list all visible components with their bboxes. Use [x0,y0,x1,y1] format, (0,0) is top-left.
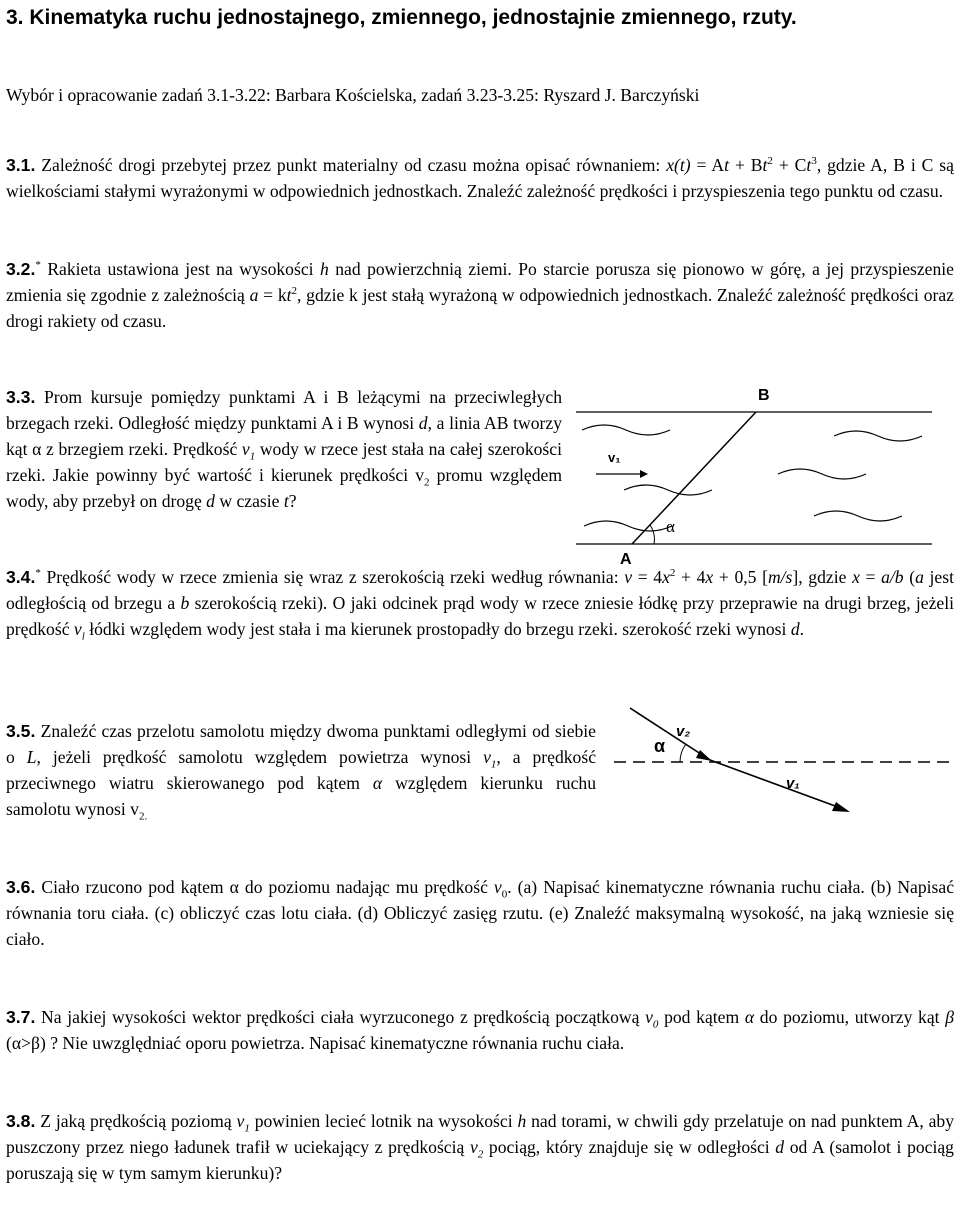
problem-3-7: 3.7. Na jakiej wysokości wektor prędkości ciała wyrzuconego z prędkością początkową $v_0$ pod kątem α do poziomu, utworzy kąt β (α>β) ? Nie uwzględniać oporu powietrza. Napisać kinematyczne równania ruchu ciała. [6,1007,955,1053]
label-alpha: α [666,517,675,536]
v1-arrow-shaft [710,760,846,810]
label-alpha: α [654,736,666,756]
problem-3-5: 3.5. Znaleźć czas przelotu samolotu między dwoma punktami odległymi od siebie o L, jeżeli prędkość samolotu względem powietrza wynosi $v_1$, a prędkość przeciwnego wiatru skierowanego pod kątem α względem kierunku ruchu samolotu wynosi $v_{2.}$ [6,721,596,823]
figure-river-crossing [568,378,948,564]
alpha-arc [680,744,686,762]
problem-3-8: 3.8. Z jaką prędkością poziomą $v_1$ powinien lecieć lotnik na wysokości h nad torami, w chwili gdy przelatuje on nad punktem A, aby puszczony przez niego ładunek trafił w uciekający z prędkością $v_2$ pociąg, który znajduje się w odległości d od A (samolot i pociąg poruszają się w tym samym kierunku)? [6,1111,954,1183]
angle-arc [650,525,654,544]
label-b: B [758,387,770,404]
problem-3-3: 3.3. Prom kursuje pomiędzy punktami A i B leżącymi na przeciwległych brzegach rzeki. Odległość między punktami A i B wynosi d, a linia AB tworzy kąt α z brzegiem rzeki. Prędkość $v_1$ wody w rzece jest stała na całej szerokości rzeki. Jakie powinny być wartość i kierunek prędkości $v_2$ promu względem wody, aby przebył on drogę d w czasie t? [6,387,563,511]
v2-arrow-shaft [630,708,710,760]
credits-line: Wybór i opracowanie zadań 3.1-3.22: Barbara Kościelska, zadań 3.23-3.25: Ryszard J. Barczyński [6,85,700,105]
label-v2: v₂ [676,723,691,740]
wave-marks [582,425,922,531]
label-v1: v₁ [608,450,621,465]
chapter-heading: 3. Kinematyka ruchu jednostajnego, zmiennego, jednostajnie zmiennego, rzuty. [6,6,797,29]
problem-3-1: 3.1. Zależność drogi przebytej przez punkt materialny od czasu można opisać równaniem: $x(t) = At + Bt^2 + Ct^3$, gdzie A, B i C są wielkościami stałymi wyrażonymi w odpowiednich jednostkach. Znaleźć zależność prędkości i przyspieszenia tego punktu od czasu. [6,155,954,201]
figure-wind-angle [610,700,956,820]
label-v1: v₁ [786,775,800,792]
problem-3-2: 3.2.* Rakieta ustawiona jest na wysokości h nad powierzchnią ziemi. Po starcie porusza się pionowo w górę, a jej przyspieszenie zmienia się zgodnie z zależnością $a = kt^2$, gdzie k jest stałą wyrażoną w odpowiednich jednostkach. Znaleźć zależność prędkości oraz drogi rakiety od czasu. [6,259,954,331]
problem-3-6: 3.6. Ciało rzucono pod kątem α do poziomu nadając mu prędkość $v_0$. (a) Napisać kinematyczne równania ruchu ciała. (b) Napisać równania toru ciała. (c) obliczyć czas lotu ciała. (d) Obliczyć zasięg rzutu. (e) Znaleźć maksymalną wysokość, na jaką wzniesie się ciało. [6,877,955,949]
v1-arrow-head [832,802,850,812]
line-ab [632,412,756,544]
v1-arrow-head [640,470,648,478]
label-a: A [620,551,632,564]
problem-3-4: 3.4.* Prędkość wody w rzece zmienia się wraz z szerokością rzeki według równania: $v = 4x^2 + 4x + 0,5$ [m/s], gdzie x = a/b (a jest odległością od brzegu a b szerokością rzeki). O jaki odcinek prąd wody w rzece zniesie łódkę przy przeprawie na drugi brzeg, jeżeli prędkość $v_l$ łódki względem wody jest stała i ma kierunek prostopadły do brzegu rzeki. szerokość rzeki wynosi d. [6,567,954,643]
